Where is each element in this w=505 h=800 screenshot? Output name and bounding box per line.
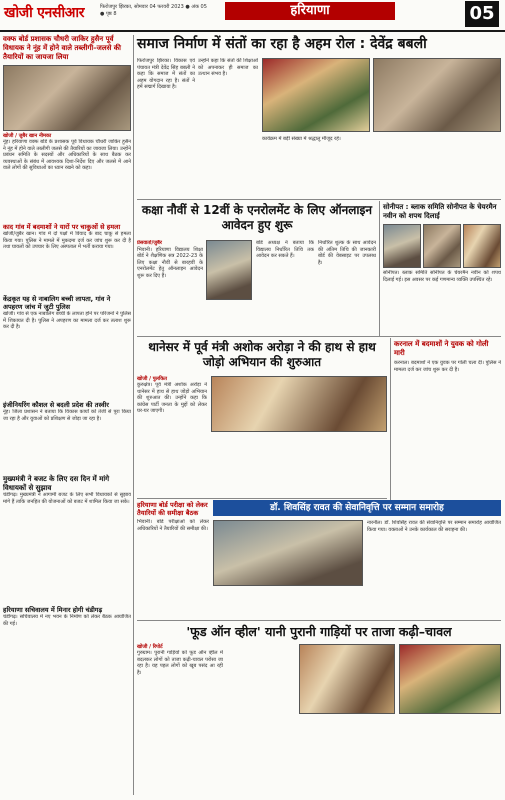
lead-body-col1: फिरोजपुर झिरका। विकास एवं पंचायत मंत्री देवेंद्र सिंह बबली ने कहा कि समाज में संतों का अहम योगदान रहा है। संतों ने हमें सद्मार्ग दिखाया है। (137, 58, 195, 90)
left-column (3, 35, 131, 654)
congress-headline: थानेसर में पूर्व मंत्री अशोक अरोड़ा ने की हाथ से हाथ जोड़ो अभियान की शुरुआत (148, 340, 376, 369)
congress-photo (211, 376, 387, 432)
congress-byline: खोजी / पुलकित (137, 376, 167, 382)
enrollment-body-col3: निर्धारित शुल्क के साथ आवेदन की अंतिम तिथि की जानकारी बोर्ड की वेबसाइट पर उपलब्ध है। (318, 240, 376, 266)
food-text-col (137, 644, 223, 796)
story1-body: नूंह। हरियाणा वक्फ बोर्ड के प्रशासक पूर्व विधायक चौधरी जाकिर हुसैन ने नूंह में होने वाले तब्लीगी जलसे की तैयारियों का जायजा लिया। उन्होंने प्रबंधन समिति के सदस्यों और अधिकारियों के साथ बैठक कर व्यवस्थाओं के संबंध में आवश्यक दिशा-निर्देश दिए और जलसे में आने वाले लोगों की सुविधाओं का ध्यान रखने को कहा। (3, 139, 131, 171)
congress-text-col (137, 376, 207, 502)
sonipat-photo-3 (463, 224, 501, 268)
karnal-body: करनाल। बदमाशों ने एक युवक पर गोली चला दी। पुलिस ने मामला दर्ज कर जांच शुरू कर दी है। (394, 360, 501, 373)
story1-photo (3, 65, 131, 131)
sonipat-body: सोनीपत। ब्लाक समिति सोनीपत के चेयरमैन नवीन को शपथ दिलाई गई। इस अवसर पर कई गणमान्य व्यक्ति उपस्थित रहे। (383, 270, 501, 283)
lead-body-col2: उन्होंने कहा कि संतों की शिक्षाओं को अपनाकर ही समाज का उत्थान संभव है। (198, 58, 258, 77)
sonipat-photo-2 (423, 224, 461, 268)
food-byline: खोजी / रिपोर्ट (137, 644, 163, 650)
story6-headline: हरियाणा सचिवालय में मिनार होगी चंडीगढ़ (3, 606, 103, 614)
story4-body: नूंह। जिला प्रशासन ने बताया कि विकास कार्यों को तेजी से पूरा किया जा रहा है और युवाओं को प्रशिक्षण से जोड़ा जा रहा है। (3, 409, 131, 422)
section-divider (137, 620, 501, 621)
story2-headline: काद गांव में बदमाशों ने यारों पर चाकुओं से हमला (3, 223, 121, 231)
enrollment-photo (206, 240, 252, 300)
masthead (0, 0, 505, 32)
food-body-col3 (299, 718, 395, 794)
enrollment-caption (206, 303, 252, 333)
section-label: हरियाणा (225, 2, 395, 20)
enrollment-headline: कक्षा नौवीं से 12वीं के एनरोलमेंट के लिए ऑनलाइन आवेदन हुए शुरू (141, 203, 373, 232)
newspaper-logo: खोजी एनसीआर (4, 5, 85, 21)
karnal-story (394, 340, 501, 510)
story1-headline: वक्फ बोर्ड प्रशासक चौधरी जाकिर हुसैन पूर्व विधायक ने नूंह में होने वाले तब्लीगी–जलसे की तैयारियों का जायजा लिया (3, 35, 121, 61)
food-body: गुरुग्राम। पुरानी गाड़ियों को फूड ऑन व्हील में बदलकर लोगों को ताजा कढ़ी-चावल परोसा जा रहा है। यह पहल लोगों को खूब पसंद आ रही है। (137, 650, 223, 676)
enrollment-body-col2: बोर्ड अध्यक्ष ने बताया कि विद्यालय निर्धारित तिथि तक आवेदन कर सकते हैं। (256, 240, 314, 259)
sonipat-story (383, 203, 501, 332)
column-divider (133, 35, 134, 795)
story4-headline: इंजीनियरिंग कौशल से बदली प्रदेश की तस्वीर (3, 401, 109, 409)
lead-photo-main (262, 58, 370, 132)
story1-byline: खोजी / जुबैर खान नीमका (3, 133, 52, 139)
food-body-col2 (227, 644, 295, 794)
section-divider (137, 498, 387, 499)
farewell-body: नारनौल। डॉ. शिवसिंह रावत की सेवानिवृत्ति पर सम्मान समारोह आयोजित किया गया। वक्ताओं ने उनके कार्यकाल की सराहना की। (367, 520, 501, 533)
farewell-caption (213, 590, 363, 616)
congress-body-col3 (301, 436, 387, 496)
exam-story (137, 501, 209, 619)
story5-body: चंडीगढ़। मुख्यमंत्री ने आगामी बजट के लिए सभी विधायकों से सुझाव मांगे हैं ताकि जनहित की योजनाओं को बजट में शामिल किया जा सके। (3, 492, 131, 505)
sonipat-photo-1 (383, 224, 421, 268)
story2-body: खोजी/जुबैर खान। गांव में दो पक्षों में विवाद के बाद चाकू से हमला किया गया। पुलिस ने मामले में मुकदमा दर्ज कर जांच शुरू कर दी है तथा घायलों को उपचार के लिए अस्पताल में भर्ती कराया गया। (3, 231, 131, 250)
enrollment-body-col1 (137, 240, 203, 332)
story6-body: चंडीगढ़। सचिवालय में नए भवन के निर्माण को लेकर बैठक आयोजित की गई। (3, 614, 131, 627)
story5-headline: मुख्यमंत्री ने बजट के लिए दस दिन में मांगे विधायकों से सुझाव (3, 475, 110, 492)
story3-headline: केंद्रकृत यह से नाबालिग बच्ची लापता, गांव ने अपहरण जांच में जुटी पुलिस (3, 295, 111, 311)
section-divider (137, 199, 501, 200)
farewell-photo (213, 520, 363, 586)
lead-headline: समाज निर्माण में संतों का रहा है अहम रोल : देवेंद्र बबली (137, 36, 427, 52)
farewell-headline: डॉ. शिवसिंह रावत की सेवानिवृत्ति पर सम्मान समारोह (213, 500, 501, 516)
lead-photo-second (373, 58, 501, 132)
exam-body: भिवानी। बोर्ड परीक्षाओं को लेकर अधिकारियों ने तैयारियों की समीक्षा की। (137, 519, 209, 532)
issue-meta: फिरोजपुर झिरका, सोमवार 04 फरवरी 2023 ● अंक 05 ● पृष्ठ 8 (100, 4, 207, 17)
enrollment-byline: प्रेसवार्ता/जुबैर (137, 240, 162, 246)
congress-body: कुरुक्षेत्र। पूर्व मंत्री अशोक अरोड़ा ने थानेसर में हाथ से हाथ जोड़ो अभियान की शुरुआत की। उन्होंने कहा कि कांग्रेस पार्टी जनता के मुद्दों को लेकर घर-घर जाएगी। (137, 382, 207, 414)
food-photo-2 (399, 644, 501, 714)
lead-body-col3: कार्यक्रम में बड़ी संख्या में श्रद्धालु मौजूद रहे। (262, 136, 341, 142)
exam-headline: हरियाणा बोर्ड परीक्षा को लेकर तैयारियों की समीक्षा बैठक (137, 501, 208, 517)
section-divider (137, 336, 501, 337)
food-headline: 'फूड ऑन व्हील' यानी पुरानी गाड़ियों पर ताजा कढ़ी–चावल (186, 624, 452, 639)
page-number: 05 (465, 1, 499, 27)
column-divider (390, 338, 391, 508)
story3-body: खोजी। गांव से एक नाबालिग बच्ची के लापता होने पर परिजनों ने पुलिस में शिकायत दी है। पुलिस ने अपहरण का मामला दर्ज कर तलाश शुरू कर दी है। (3, 311, 131, 330)
food-body-col4 (399, 718, 501, 794)
karnal-headline: करनाल में बदमाशों ने युवक को गोली मारी (394, 340, 489, 357)
food-photo-1 (299, 644, 395, 714)
column-divider (379, 201, 380, 336)
enrollment-body-col1-text: भिवानी। हरियाणा विद्यालय शिक्षा बोर्ड ने शैक्षणिक सत्र 2022-23 के लिए कक्षा नौवीं से बारहवीं के एनरोलमेंट हेतु ऑनलाइन आवेदन शुरू कर दिए हैं। (137, 246, 203, 279)
congress-body-col2 (211, 436, 297, 496)
sonipat-headline: सोनीपत : ब्लाक समिति सोनीपत के चेयरमैन नवीन को शपथ दिलाई (383, 203, 497, 220)
